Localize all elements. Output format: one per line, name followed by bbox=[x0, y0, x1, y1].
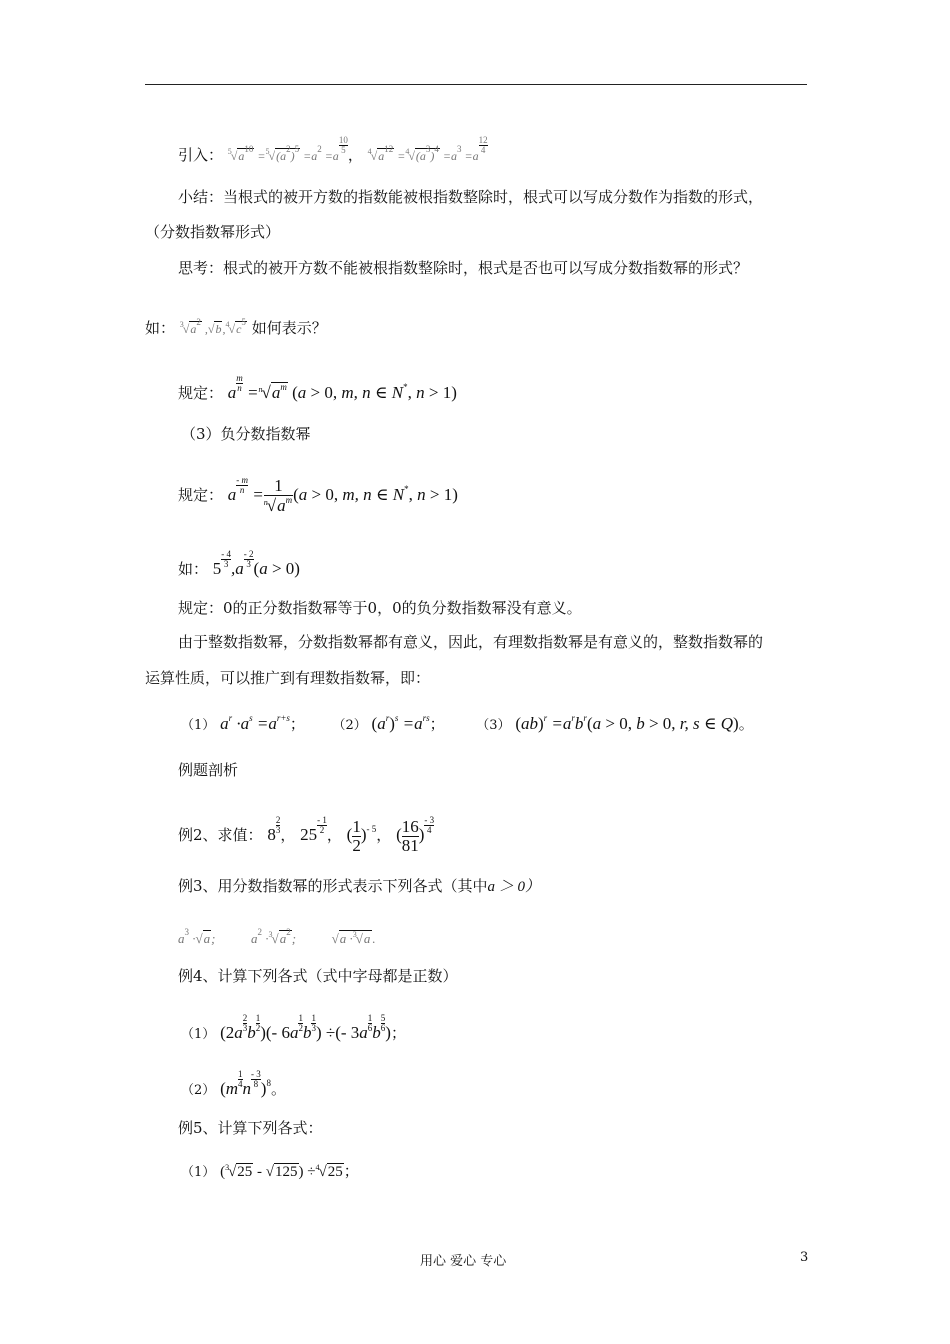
ex3-expr-3: √a ·$^3$√a . bbox=[331, 930, 376, 946]
property-3-end: 。 bbox=[738, 715, 754, 733]
ex3-expr-1: $a^3 \cdot√a$; bbox=[178, 927, 216, 946]
examples-heading: 例题剖析 bbox=[178, 761, 239, 779]
ex2-sep-1: ， bbox=[280, 826, 296, 844]
ex5-p1-label: （1） bbox=[181, 1165, 216, 1180]
ex4-part-2 bbox=[181, 1070, 286, 1101]
summary-line-2: （分数指数幂形式） bbox=[145, 223, 281, 241]
example-intro-label: 如： bbox=[145, 319, 176, 337]
negative-heading: （3）负分数指数幂 bbox=[181, 425, 311, 443]
ex4-p1-sep: ； bbox=[390, 1024, 406, 1042]
property-1-label: （1） bbox=[181, 718, 216, 733]
rational-line-2: 运算性质，可以推广到有理数指数幂，即： bbox=[145, 669, 431, 687]
ex2-sep-2: ， bbox=[326, 826, 342, 844]
ex4-p2-end: 。 bbox=[270, 1080, 286, 1098]
ex2-item-3: ( $\frac{1}{2}$ )$^{- 5}$ bbox=[346, 816, 377, 855]
header-rule bbox=[145, 84, 807, 85]
footer-motto: 用心 爱心 专心 bbox=[420, 1254, 507, 1269]
ex3-condition: a ＞ 0） bbox=[487, 879, 541, 895]
ex5-label: 例5、计算下列各式： bbox=[178, 1119, 323, 1137]
ex4-part-1 bbox=[181, 1014, 406, 1045]
rule-negative-label: 规定： bbox=[178, 486, 224, 504]
intro-line bbox=[178, 136, 488, 166]
ex4-p2-label: （2） bbox=[181, 1083, 216, 1098]
rule-positive-label: 规定： bbox=[178, 384, 224, 402]
ex2-item-1: 8 $\frac{2}{3}$ bbox=[267, 815, 281, 844]
ex5-part-1 bbox=[181, 1158, 359, 1183]
rule-positive-line bbox=[178, 374, 457, 403]
page-number: 3 bbox=[800, 1250, 809, 1265]
property-2-formula: $(a^r)^s =a^{rs}$ bbox=[371, 713, 430, 733]
property-2-sep: ； bbox=[429, 715, 445, 733]
ex4-p1-formula: (2a $\frac{2}{3}$ b $\frac{1}{2}$ )(- 6a $\frac{1}{2}$ b $\frac{1}{3}$ ) ÷(- 3a $\frac{1}{6}$ b $\frac{5}{6}$ ) bbox=[220, 1013, 391, 1042]
ex2-item-4: ( $\frac{16}{81}$ ) $\frac{- 3}{4}$ bbox=[396, 815, 435, 855]
ex4-p1-label: （1） bbox=[181, 1027, 216, 1042]
negative-example-formula: 5 $\frac{- 4}{3}$ ,a $\frac{- 2}{3}$ (a > 0) bbox=[212, 549, 300, 578]
negative-example-line bbox=[178, 550, 300, 579]
property-2-label: （2） bbox=[332, 718, 367, 733]
example-intro-line bbox=[145, 312, 327, 339]
rule-zero-line: 规定：0的正分数指数幂等于0，0的负分数指数幂没有意义。 bbox=[178, 599, 582, 617]
summary-line-1: 小结：当根式的被开方数的指数能被根指数整除时，根式可以写成分数作为指数的形式， bbox=[178, 188, 764, 206]
properties-line bbox=[181, 708, 754, 736]
rule-negative-line bbox=[178, 476, 458, 515]
ex2-sep-3: ， bbox=[376, 826, 392, 844]
ex2-item-2: 25 $\frac{- 1}{2}$ bbox=[300, 815, 327, 844]
property-1-sep: ； bbox=[289, 715, 305, 733]
property-3-formula: $(ab)^r =a^rb^r(a > 0$, b > 0, r, s ∈ Q) bbox=[515, 713, 739, 733]
example-intro-formula: $^3√a^2$ $,√b,^4√c^5$ bbox=[179, 317, 246, 336]
ex3-expr-2: $a^2 \cdot^3√a^2$; bbox=[251, 927, 297, 946]
property-3-label: （3） bbox=[476, 718, 511, 733]
property-1-formula: $a^r \cdot a^s =a^{r+s}$ bbox=[220, 713, 290, 733]
ex2-label: 例2、求值： bbox=[178, 826, 263, 844]
example-intro-suffix: 如何表示？ bbox=[251, 319, 327, 337]
ex5-p1-formula: ($^3$√25 - √125) ÷$^4$√25 bbox=[220, 1163, 343, 1180]
rule-positive-formula: a $\frac{m}{n}$ $=^n√a^m$ (a > 0, m, n ∈ N*, n > 1) bbox=[227, 373, 457, 402]
think-line: 思考：根式的被开方数不能被根指数整除时，根式是否也可以写成分数指数幂的形式？ bbox=[178, 259, 749, 277]
intro-formula-1: $^5√a^{10} =^5√(a^2)^5 =a^2 =a$ $\frac{10}{5}$ bbox=[227, 135, 348, 163]
rational-line-1: 由于整数指数幂，分数指数幂都有意义，因此，有理数指数幂是有意义的，整数指数幂的 bbox=[178, 633, 764, 651]
ex3-expressions bbox=[178, 922, 376, 949]
negative-example-label: 如： bbox=[178, 560, 209, 578]
ex3-line bbox=[178, 876, 540, 897]
ex4-label: 例4、计算下列各式（式中字母都是正数） bbox=[178, 967, 458, 985]
ex4-p2-formula: (m $\frac{1}{4}$ n $\frac{- 3}{8}$ )$^8$ bbox=[220, 1069, 271, 1098]
intro-formula-2: $^4√a^{12} =^4√(a^3)^4 =a^3 =a$ $\frac{12}{4}$ bbox=[367, 135, 488, 163]
ex2-line bbox=[178, 816, 434, 854]
intro-sep: ， bbox=[347, 146, 363, 164]
intro-label: 引入： bbox=[178, 146, 224, 164]
ex5-p1-sep: ； bbox=[343, 1162, 359, 1180]
rule-negative-formula: a $\frac{- m}{n}$ = $\frac{1}{^n√a^m}$ (a > 0, m, n ∈ N*, n > 1) bbox=[227, 475, 458, 516]
ex3-label: 例3、用分数指数幂的形式表示下列各式（其中 bbox=[178, 877, 488, 895]
